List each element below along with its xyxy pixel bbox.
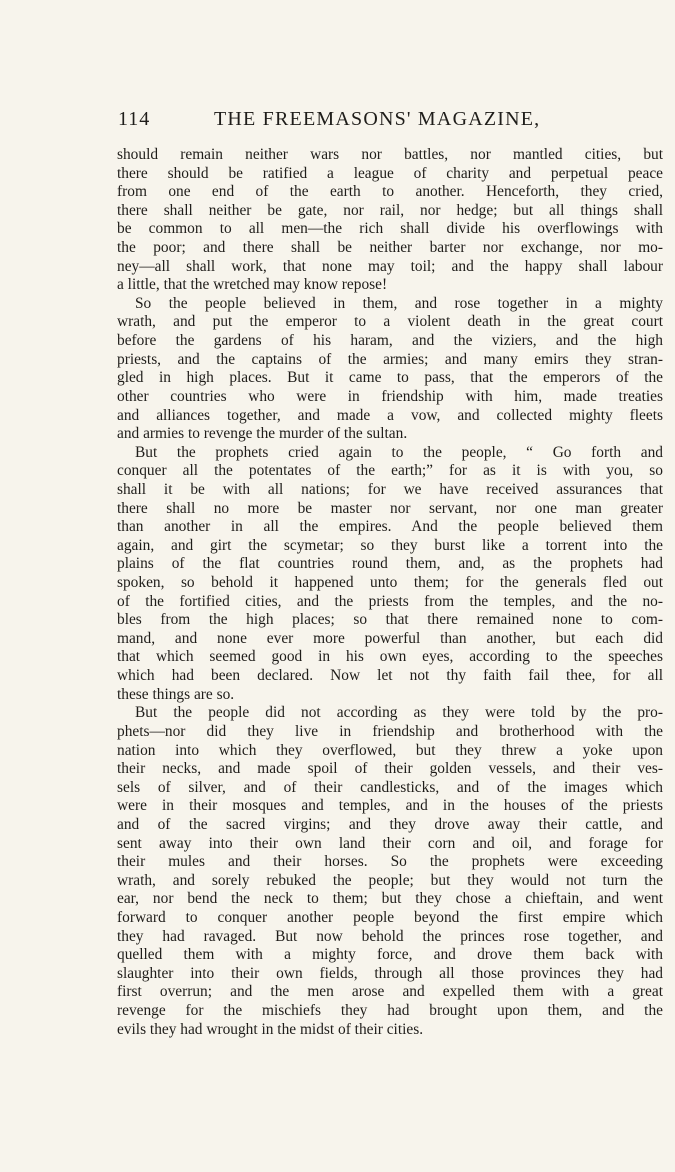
text-line: ear, nor bend the neck to them; but they chose a chieftain, and went [117,890,663,908]
text-line: their necks, and made spoil of their golden vessels, and their ves- [117,760,663,778]
text-line: again, and girt the scymetar; so they burst like a torrent into the [117,536,663,554]
text-line: ney—all shall work, that none may toil; and the happy shall labour [117,257,663,275]
text-line: a little, that the wretched may know repose! [117,276,388,294]
text-line: shall it be with all nations; for we have received assurances that [117,480,663,498]
text-line: be common to all men—the rich shall divide his overflowings with [117,220,663,238]
text-line: revenge for the mischiefs they had brought upon them, and the [117,1002,663,1020]
page-number: 114 [118,108,151,130]
text-line: So the people believed in them, and rose together in a mighty [135,294,663,312]
text-line: conquer all the potentates of the earth;” for as it is with you, so [117,462,663,480]
text-line: gled in high places. But it came to pass, that the emperors of the [117,369,663,387]
text-line: But the people did not according as they were told by the pro- [135,704,663,722]
text-line: than another in all the empires. And the people believed them [117,518,663,536]
text-line: and of the sacred virgins; and they drove away their cattle, and [117,815,663,833]
text-line: forward to conquer another people beyond the first empire which [117,908,663,926]
text-line: other countries who were in friendship with him, made treaties [117,387,663,405]
text-line: there shall no more be master nor servant, nor one man greater [117,499,663,517]
text-line: sels of silver, and of their candlesticks, and of the images which [117,778,663,796]
text-line: wrath, and put the emperor to a violent death in the great court [117,313,663,331]
text-line: from one end of the earth to another. Henceforth, they cried, [117,183,663,201]
text-line: that which seemed good in his own eyes, according to the speeches [117,648,663,666]
body-text [117,146,663,1039]
text-line: But the prophets cried again to the people, “ Go forth and [135,443,663,461]
text-line: wrath, and sorely rebuked the people; but they would not turn the [117,871,663,889]
text-line: they had ravaged. But now behold the princes rose together, and [117,927,663,945]
text-line: of the fortified cities, and the priests from the temples, and the no- [117,592,663,610]
text-line: sent away into their own land their corn and oil, and forage for [117,834,663,852]
text-line: there should be ratified a league of charity and perpetual peace [117,164,663,182]
text-line: priests, and the captains of the armies; and many emirs they stran- [117,350,663,368]
text-line: there shall neither be gate, nor rail, nor hedge; but all things shall [117,201,663,219]
text-line: bles from the high places; so that there remained none to com- [117,611,663,629]
text-line: the poor; and there shall be neither barter nor exchange, nor mo- [117,239,663,257]
text-line: spoken, so behold it happened unto them; for the generals fled out [117,574,663,592]
text-line: before the gardens of his haram, and the viziers, and the high [117,332,663,350]
text-line: and armies to revenge the murder of the sultan. [117,425,408,443]
running-header [118,108,666,131]
text-line: their mules and their horses. So the prophets were exceeding [117,853,663,871]
text-line: phets—nor did they live in friendship and brotherhood with the [117,722,663,740]
text-line: slaughter into their own fields, through all those provinces they had [117,964,663,982]
text-line: should remain neither wars nor battles, nor mantled cities, but [117,146,663,163]
text-line: plains of the flat countries round them, and, as the prophets had [117,555,663,573]
text-line: which had been declared. Now let not thy faith fail thee, for all [117,667,663,685]
text-line: were in their mosques and temples, and in the houses of the priests [117,797,663,815]
text-line: nation into which they overflowed, but they threw a yoke upon [117,741,663,759]
text-line: mand, and none ever more powerful than another, but each did [117,629,663,647]
text-line: these things are so. [117,685,235,703]
text-line: quelled them with a mighty force, and drove them back with [117,946,663,964]
running-title: THE FREEMASONS' MAGAZINE, [214,108,541,130]
text-line: and alliances together, and made a vow, and collected mighty fleets [117,406,663,424]
text-line: evils they had wrought in the midst of their cities. [117,1020,424,1038]
text-line: first overrun; and the men arose and expelled them with a great [117,983,663,1001]
